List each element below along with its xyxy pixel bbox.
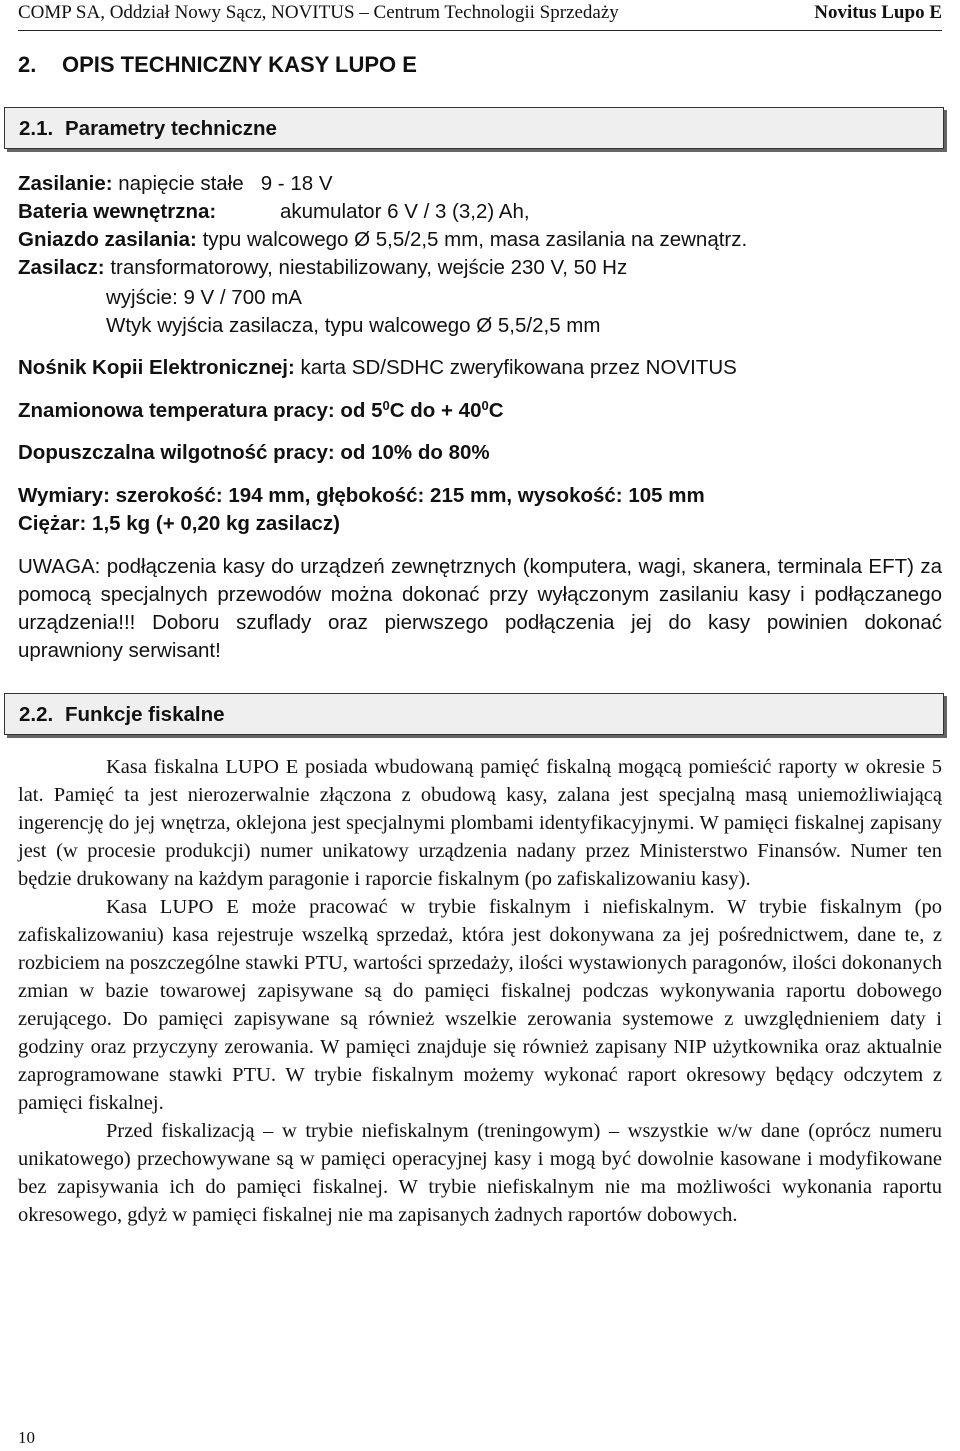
spec-label: Bateria wewnętrzna: (18, 200, 217, 223)
spec-humidity: Dopuszczalna wilgotność pracy: od 10% do 80% (18, 441, 490, 464)
spec-zasilacz (18, 254, 627, 282)
spec-value: karta SD/SDHC zweryfikowana przez NOVITUS (300, 356, 737, 379)
spec-zasilacz-output: wyjście: 9 V / 700 mA (106, 286, 302, 309)
spec-weight: Ciężar: 1,5 kg (+ 0,20 kg zasilacz) (18, 512, 340, 535)
spec-label: Nośnik Kopii Elektronicznej: (18, 356, 295, 379)
subsection-heading-parameters (4, 107, 944, 149)
body-paragraph-1: Kasa fiskalna LUPO E posiada wbudowaną pamięć fiskalną mogącą pomieścić raporty w okresie 5 lat. Pamięć ta jest nierozerwalnie złączona z obudową kasy, zalana jest specjalną masą uniemożliwiającą ingerencję do jej wnętrza, oklejona jest specjalnymi plombami identyfikacyjnymi. W pamięci fiskalnej zapisany jest (w procesie produkcji) numer unikatowy urządzenia nadany przez Ministerstwo Finansów. Numer ten będzie drukowany na każdym paragonie i raporcie fiskalnym (po zafiskalizowaniu kasy). (18, 756, 942, 890)
temp-text-c: C (488, 399, 504, 422)
subsection-title: Funkcje fiskalne (65, 703, 225, 726)
section-title: OPIS TECHNICZNY KASY LUPO E (62, 52, 417, 77)
temp-degree-1: 0 (382, 398, 390, 413)
spec-temperature (18, 397, 504, 425)
section-heading (18, 52, 417, 78)
spec-gniazdo (18, 226, 747, 254)
warning-paragraph (18, 553, 942, 665)
subsection-number: 2.1. (19, 117, 54, 140)
spec-zasilanie (18, 170, 333, 198)
temp-text-a: Znamionowa temperatura pracy: od 5 (18, 399, 383, 422)
spec-value: typu walcowego Ø 5,5/2,5 mm, masa zasilania na zewnątrz. (202, 228, 748, 251)
body-paragraph-2: Kasa LUPO E może pracować w trybie fiskalnym i niefiskalnym. W trybie fiskalnym (po zafiskalizowaniu) kasa rejestruje wszelką sprzedaż, która jest dokonywana za jej pośrednictwem, dane te, z rozbiciem na poszczególne stawki PTU, wartości sprzedaży, ilości wystawionych paragonów, ilości dokonanych zmian w bazie towarowej zapisywane są do pamięci fiskalnej podczas wykonywania raportu dobowego zerującego. Do pamięci zapisywane są również wszelkie zerowania systemowe z uwzględnieniem daty i godziny oraz przyczyny zerowania. W pamięci znajduje się również zapisany NIP użytkownika oraz aktualnie zaprogramowane stawki PTU. W trybie fiskalnym możemy wykonać raport okresowy będący odczytem z pamięci fiskalnej. (18, 896, 942, 1114)
header-product: Novitus Lupo E (814, 2, 942, 23)
temp-text-b: C do + 40 (389, 399, 482, 422)
spec-zasilacz-plug: Wtyk wyjścia zasilacza, typu walcowego Ø 5,5/2,5 mm (106, 314, 601, 337)
spec-value: akumulator 6 V / 3 (3,2) Ah, (280, 200, 530, 223)
spec-value: napięcie stałe 9 - 18 V (118, 172, 333, 195)
header-company: COMP SA, Oddział Nowy Sącz, NOVITUS – Centrum Technologii Sprzedaży (18, 2, 619, 23)
section-number: 2. (18, 52, 37, 77)
subsection-number: 2.2. (19, 703, 54, 726)
page-number: 10 (18, 1428, 35, 1447)
spec-bateria (18, 198, 530, 226)
warning-text: UWAGA: podłączenia kasy do urządzeń zewnętrznych (komputera, wagi, skanera, terminala EFT) za pomocą specjalnych przewodów można dokonać przy wyłączonym zasilaniu kasy i podłączanego urządzenia!!! Doboru szuflady oraz pierwszego podłączenia jej do kasy powinien dokonać uprawniony serwisant! (18, 555, 942, 662)
subsection-heading-fiscal (4, 693, 944, 735)
spec-label: Gniazdo zasilania: (18, 228, 197, 251)
spec-nosnik (18, 354, 737, 382)
spec-label: Zasilanie: (18, 172, 113, 195)
temp-degree-2: 0 (481, 398, 489, 413)
spec-value: transformatorowy, niestabilizowany, wejście 230 V, 50 Hz (110, 256, 628, 279)
spec-dimensions: Wymiary: szerokość: 194 mm, głębokość: 215 mm, wysokość: 105 mm (18, 484, 705, 507)
body-paragraph-3: Przed fiskalizacją – w trybie niefiskalnym (treningowym) – wszystkie w/w dane (oprócz numeru unikatowego) przechowywane są w pamięci operacyjnej kasy i mogą być dowolnie kasowane i modyfikowane bez zapisywania ich do pamięci fiskalnej. W trybie niefiskalnym nie ma możliwości wykonania raportu okresowego, gdyż w pamięci fiskalnej nie ma zapisanych żadnych raportów dobowych. (18, 1120, 942, 1226)
subsection-title: Parametry techniczne (65, 117, 277, 140)
page-header (18, 0, 942, 31)
spec-label: Zasilacz: (18, 256, 105, 279)
fiscal-body (18, 753, 942, 1229)
